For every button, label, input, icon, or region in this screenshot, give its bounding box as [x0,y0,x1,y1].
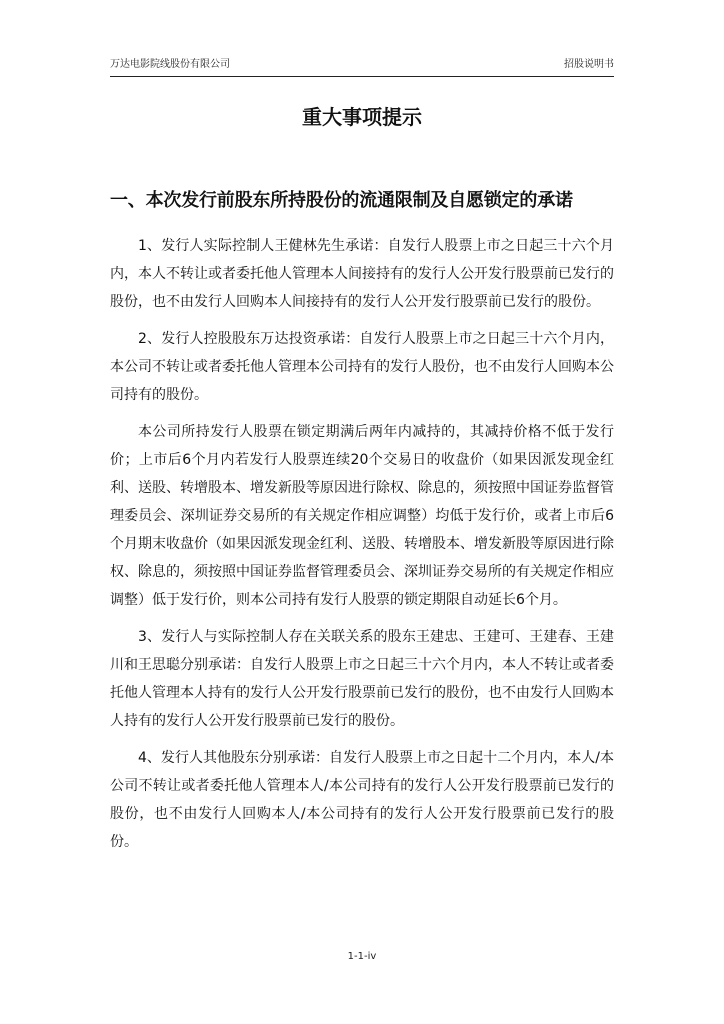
page-number: 1-1-iv [347,951,377,962]
paragraph-lockup-extension: 本公司所持发行人股票在锁定期满后两年内减持的，其减持价格不低于发行价；上市后6个月内若发行人股票连续20个交易日的收盘价（如果因派发现金红利、送股、转增股本、增发新股等原因进行除权、除息的，须按照中国证券监督管理委员会、深圳证券交易所的有关规定作相应调整）均低于发行价，或者上市后6个月期末收盘价（如果因派发现金红利、送股、转增股本、增发新股等原因进行除权、除息的，须按照中国证券监督管理委员会、深圳证券交易所的有关规定作相应调整）低于发行价，则本公司持有发行人股票的锁定期限自动延长6个月。 [110,424,614,608]
header-document-type: 招股说明书 [564,59,614,70]
page-header [110,58,614,77]
paragraph-commitment-2: 2、发行人控股股东万达投资承诺：自发行人股票上市之日起三十六个月内，本公司不转让或者委托他人管理本公司持有的发行人股份，也不由发行人回购本公司持有的股份。 [110,331,614,403]
paragraph-commitment-3: 3、发行人与实际控制人存在关联关系的股东王建忠、王建可、王建春、王建川和王思聪分别承诺：自发行人股票上市之日起三十六个月内，本人不转让或者委托他人管理本人持有的发行人公开发行股票前已发行的股份，也不由发行人回购本人持有的发行人公开发行股票前已发行的股份。 [110,629,614,729]
header-company-name: 万达电影院线股份有限公司 [110,59,230,70]
section-body [110,232,614,865]
page-title: 重大事项提示 [302,105,422,129]
paragraph-commitment-1: 1、发行人实际控制人王健林先生承诺：自发行人股票上市之日起三十六个月内，本人不转让或者委托他人管理本人间接持有的发行人公开发行股票前已发行的股份，也不由发行人回购本人间接持有的发行人公开发行股票前已发行的股份。 [110,238,614,310]
section-heading: 一、本次发行前股东所持股份的流通限制及自愿锁定的承诺 [110,190,573,211]
paragraph-commitment-4: 4、发行人其他股东分别承诺：自发行人股票上市之日起十二个月内，本人/本公司不转让或者委托他人管理本人/本公司持有的发行人公开发行股票前已发行的股份，也不由发行人回购本人/本公司持有的发行人公开发行股票前已发行的股份。 [110,750,614,850]
